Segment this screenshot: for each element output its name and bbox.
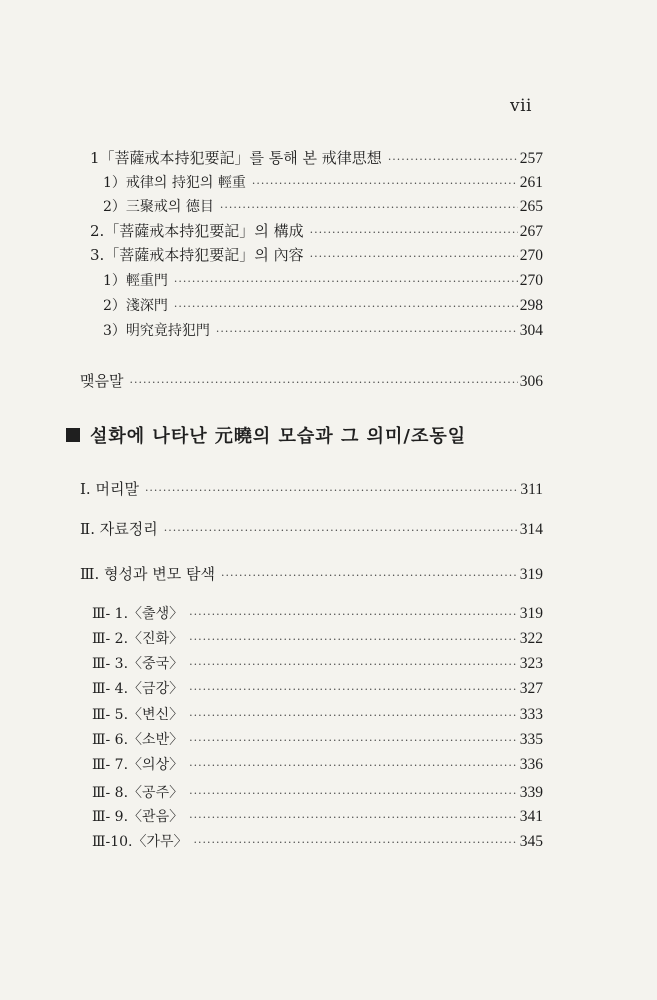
leader-dots [189,654,518,676]
toc-entry [92,603,543,625]
leader-dots [310,246,518,268]
leader-dots [189,755,518,777]
toc-entry [90,244,543,266]
leader-dots [145,480,518,502]
leader-dots [189,730,518,752]
toc-entry [92,806,543,828]
leader-dots [189,807,518,829]
toc-entry-page: 336 [519,756,543,773]
black-square-icon [66,428,80,442]
page-number: vii [510,96,532,116]
toc-entry [80,370,543,392]
toc-entry-label: 1）輕重門 [103,273,168,289]
leader-dots [252,173,518,195]
toc-entry-page: 306 [519,373,543,390]
toc-entry-page: 311 [520,481,543,498]
toc-entry [92,653,543,675]
toc-entry-page: 335 [519,731,543,748]
toc-entry-label: Ⅲ. 형성과 변모 탐색 [80,565,215,583]
toc-entry-page: 261 [519,174,543,191]
toc-entry-label: Ⅲ- 4.〈금강〉 [92,681,184,697]
section-title: 설화에 나타난 元曉의 모습과 그 의미/조동일 [90,426,467,447]
toc-entry-label: 1）戒律의 持犯의 輕重 [103,175,246,191]
leader-dots [220,197,518,219]
toc-entry-label: 3）明究竟持犯門 [103,323,210,339]
toc-entry-page: 333 [519,706,543,723]
toc-entry-label: Ⅲ- 5.〈변신〉 [92,707,184,723]
toc-entry-label: Ⅲ- 6.〈소반〉 [92,732,184,748]
leader-dots [174,271,518,293]
toc-entry [103,270,543,292]
toc-entry-page: 304 [519,322,543,339]
toc-entry-label: 3.「菩薩戒本持犯要記」의 內容 [90,246,304,264]
toc-entry [80,478,543,500]
toc-entry-page: 327 [519,680,543,697]
toc-entry-page: 298 [519,297,543,314]
toc-entry-label: Ⅲ- 1.〈출생〉 [92,606,184,622]
toc-entry-label: Ⅲ- 7.〈의상〉 [92,757,184,773]
leader-dots [189,783,518,805]
toc-entry-page: 323 [519,655,543,672]
toc-entry [90,220,543,242]
toc-entry-label: Ⅲ- 3.〈중국〉 [92,656,184,672]
toc-entry-page: 341 [519,808,543,825]
toc-entry [92,831,543,853]
toc-entry-label: Ⅲ- 9.〈관음〉 [92,809,184,825]
toc-entry-page: 270 [519,272,543,289]
toc-entry [92,704,543,726]
toc-entry-label: Ⅰ. 머리말 [80,480,139,498]
leader-dots [388,149,518,171]
toc-entry-page: 345 [519,833,543,850]
leader-dots [194,832,518,854]
leader-dots [189,604,518,626]
leader-dots [129,372,517,394]
leader-dots [310,222,518,244]
toc-entry [90,147,543,169]
toc-entry [103,320,543,342]
toc-entry [92,628,543,650]
toc-entry-page: 257 [519,150,543,167]
toc-entry-page: 322 [519,630,543,647]
toc-entry-page: 270 [519,247,543,264]
toc-entry [92,782,543,804]
toc-entry-page: 339 [519,784,543,801]
toc-entry-label: 1「菩薩戒本持犯要記」를 통해 본 戒律思想 [90,149,382,167]
toc-entry-label: Ⅲ- 2.〈진화〉 [92,631,184,647]
leader-dots [164,520,518,542]
toc-entry-label: Ⅲ-10.〈가무〉 [92,834,188,850]
toc-entry [92,754,543,776]
toc-entry-page: 267 [519,223,543,240]
toc-entry-label: 맺음말 [80,372,124,390]
toc-entry-label: 2）三聚戒의 德目 [103,199,214,215]
toc-entry-page: 319 [519,566,543,583]
toc-entry-page: 265 [519,198,543,215]
leader-dots [221,565,518,587]
toc-entry-label: 2）淺深門 [103,298,168,314]
toc-entry [80,518,543,540]
toc-entry-label: Ⅱ. 자료정리 [80,520,158,538]
leader-dots [216,321,518,343]
toc-entry-label: 2.「菩薩戒本持犯要記」의 構成 [90,222,304,240]
leader-dots [174,296,518,318]
leader-dots [189,679,518,701]
toc-entry [103,172,543,194]
leader-dots [189,705,518,727]
toc-entry [92,678,543,700]
leader-dots [189,629,518,651]
toc-entry [103,196,543,218]
toc-entry-page: 314 [519,521,543,538]
toc-entry [80,563,543,585]
toc-entry-label: Ⅲ- 8.〈공주〉 [92,785,184,801]
toc-entry [92,729,543,751]
toc-entry-page: 319 [519,605,543,622]
section-heading [66,422,466,448]
toc-entry [103,295,543,317]
